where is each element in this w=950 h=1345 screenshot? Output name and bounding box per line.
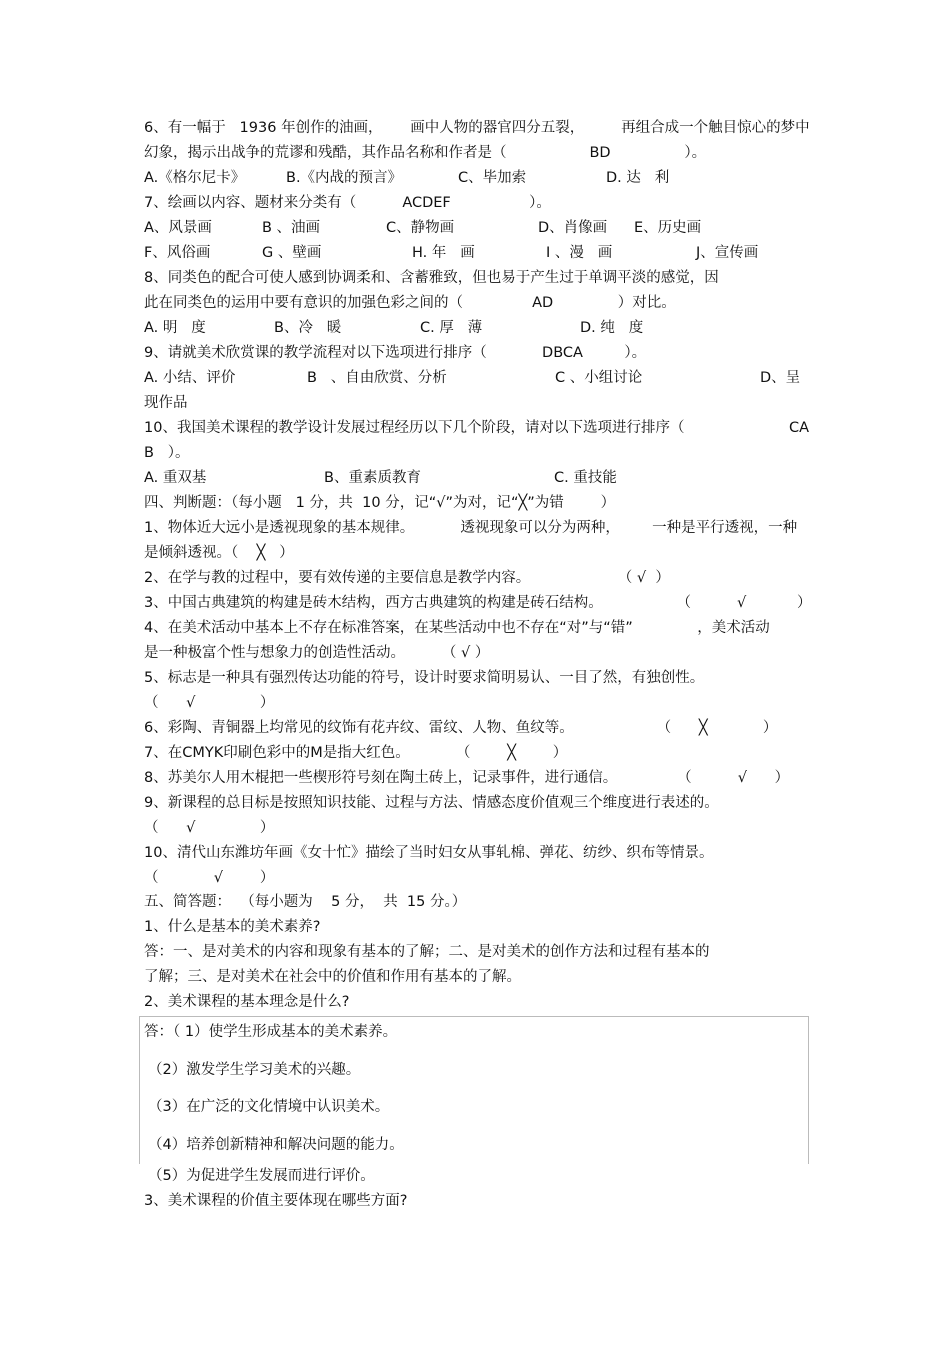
sa-q2-question: 2、美术课程的基本理念是什么? xyxy=(144,994,350,1010)
sa-q2-answer-2: （2）激发学生学习美术的兴趣。 xyxy=(148,1062,361,1078)
sa-q3-question: 3、美术课程的价值主要体现在哪些方面? xyxy=(144,1193,408,1209)
sa-q2-answer-5: （5）为促进学生发展而进行评价。 xyxy=(148,1168,375,1184)
q6-option-a: A.《格尔尼卡》 xyxy=(144,170,246,186)
sa-q1-answer-line1: 答：一、是对美术的内容和现象有基本的了解；二、是对美术的创作方法和过程有基本的 xyxy=(144,944,710,960)
tf-item-9-line1: 9、新课程的总目标是按照知识技能、过程与方法、情感态度价值观三个维度进行表述的。 xyxy=(144,795,719,811)
q10-option-c: C. 重技能 xyxy=(554,470,617,486)
tf-item-3: 3、中国古典建筑的构建是砖木结构，西方古典建筑的构建是砖石结构。 （ √ ） xyxy=(144,595,812,611)
tf-item-2: 2、在学与教的过程中，要有效传递的主要信息是教学内容。 （ √ ） xyxy=(144,570,670,586)
q8-option-a: A. 明 度 xyxy=(144,320,206,336)
q7-option-h: H. 年 画 xyxy=(412,245,475,261)
q7-stem: 7、绘画以内容、题材来分类有（ ACDEF ）。 xyxy=(144,195,551,211)
tf-item-4-line2: 是一种极富个性与想象力的创造性活动。 （ √ ） xyxy=(144,645,490,661)
tf-item-7: 7、在CMYK印刷色彩中的M是指大红色。 （ ╳ ） xyxy=(144,745,568,761)
tf-item-9-line2: （ √ ） xyxy=(144,820,275,836)
tf-item-5-line2: （ √ ） xyxy=(144,695,275,711)
tf-item-4-line1: 4、在美术活动中基本上不存在标准答案，在某些活动中也不存在“对”与“错” ，美术活动 xyxy=(144,620,770,636)
section5-title: 五、简答题： （每小题为 5 分， 共 15 分。） xyxy=(144,894,467,910)
q7-option-j: J、宣传画 xyxy=(696,245,759,261)
q8-option-b: B、冷 暖 xyxy=(274,320,342,336)
q7-option-c: C、静物画 xyxy=(386,220,455,236)
tf-item-1-line1: 1、物体近大远小是透视现象的基本规律。 透视现象可以分为两种， 一种是平行透视，一种 xyxy=(144,520,798,536)
section4-title: 四、判断题：（每小题 1 分，共 10 分，记“√”为对，记“╳”为错 ） xyxy=(144,495,616,511)
q10-answer: CA xyxy=(789,420,810,436)
tf-item-10-line2: （ √ ） xyxy=(144,870,275,886)
sa-q1-question: 1、什么是基本的美术素养? xyxy=(144,919,321,935)
q7-option-d: D、肖像画 xyxy=(538,220,608,236)
tf-item-1-line2: 是倾斜透视。（ ╳ ） xyxy=(144,545,294,561)
q10-option-a: A. 重双基 xyxy=(144,470,207,486)
q8-line1: 8、同类色的配合可使人感到协调柔和、含蓄雅致，但也易于产生过于单调平淡的感觉，因 xyxy=(144,270,719,286)
q7-option-i: I 、漫 画 xyxy=(546,245,613,261)
q8-line2: 此在同类色的运用中要有意识的加强色彩之间的（ AD ）对比。 xyxy=(144,295,676,311)
q6-option-c: C、毕加索 xyxy=(458,170,527,186)
q7-option-b: B 、油画 xyxy=(262,220,321,236)
q8-option-d: D. 纯 度 xyxy=(580,320,644,336)
tf-item-5-line1: 5、标志是一种具有强烈传达功能的符号，设计时要求简明易认、一目了然，有独创性。 xyxy=(144,670,705,686)
sa-q2-answer-4: （4）培养创新精神和解决问题的能力。 xyxy=(148,1137,404,1153)
q7-option-g: G 、壁画 xyxy=(262,245,322,261)
q8-option-c: C. 厚 薄 xyxy=(420,320,483,336)
q9-option-b: B 、自由欣赏、分析 xyxy=(307,370,447,386)
q10-line1: 10、我国美术课程的教学设计发展过程经历以下几个阶段，请对以下选项进行排序（ xyxy=(144,420,685,436)
tf-item-10-line1: 10、清代山东潍坊年画《女十忙》描绘了当时妇女从事轧棉、弹花、纺纱、织布等情景。 xyxy=(144,845,714,861)
sa-q1-answer-line2: 了解；三、是对美术在社会中的价值和作用有基本的了解。 xyxy=(144,969,521,985)
q7-option-f: F、风俗画 xyxy=(144,245,211,261)
q10-option-b: B、重素质教育 xyxy=(324,470,421,486)
tf-item-8: 8、苏美尔人用木棍把一些楔形符号刻在陶土砖上，记录事件，进行通信。 （ √ ） xyxy=(144,770,790,786)
q9-option-a: A. 小结、评价 xyxy=(144,370,236,386)
sa-q2-answer-1: 答：（ 1）使学生形成基本的美术素养。 xyxy=(144,1024,398,1040)
q7-option-a: A、风景画 xyxy=(144,220,212,236)
q9-stem: 9、请就美术欣赏课的教学流程对以下选项进行排序（ DBCA ）。 xyxy=(144,345,647,361)
q6-line1: 6、有一幅于 1936 年创作的油画， 画中人物的器官四分五裂， 再组合成一个触目惊心的梦中 xyxy=(144,120,810,136)
tf-item-6: 6、彩陶、青铜器上均常见的纹饰有花卉纹、雷纹、人物、鱼纹等。 （ ╳ ） xyxy=(144,720,778,736)
q6-line2: 幻象，揭示出战争的荒谬和残酷，其作品名称和作者是（ BD ）。 xyxy=(144,145,707,161)
q9-option-d: D、呈 xyxy=(760,370,801,386)
q6-option-b: B.《内战的预言》 xyxy=(286,170,403,186)
q9-option-d-cont: 现作品 xyxy=(144,395,188,411)
q6-option-d: D. 达 利 xyxy=(606,170,670,186)
q7-option-e: E、历史画 xyxy=(634,220,702,236)
q10-line2: B ）。 xyxy=(144,445,190,461)
sa-q2-answer-3: （3）在广泛的文化情境中认识美术。 xyxy=(148,1099,390,1115)
q9-option-c: C 、小组讨论 xyxy=(555,370,643,386)
